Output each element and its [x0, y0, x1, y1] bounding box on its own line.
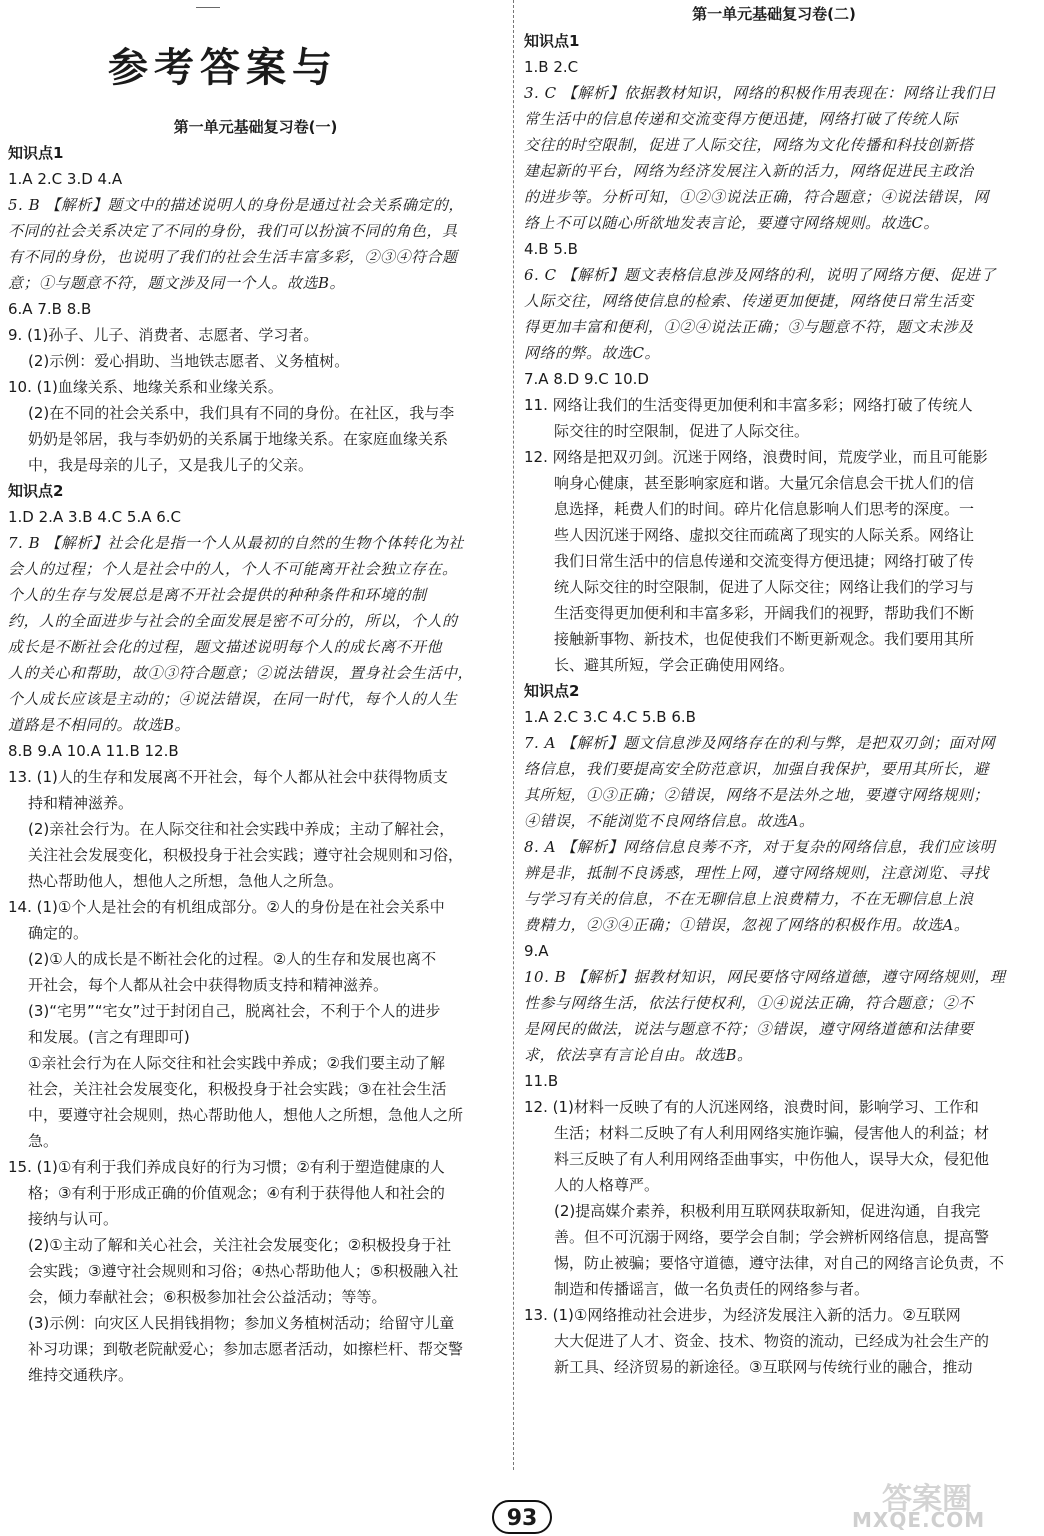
right-answer-line: 7.A 8.D 9.C 10.D: [524, 370, 649, 388]
page-title: 参考答案与: [108, 44, 338, 91]
right-answer-line: 些人因沉迷于网络、虚拟交往而疏离了现实的人际关系。网络让: [554, 526, 975, 544]
right-answer-line: 生活；材料二反映了有人利用网络实施诈骗，侵害他人的利益；材: [554, 1124, 990, 1142]
right-answer-line: 生活变得更加便利和丰富多彩，开阔我们的视野，帮助我们不断: [554, 604, 975, 622]
left-answer-line: (3)示例：向灾区人民捐钱捐物；参加义务植树活动；给留守儿童: [28, 1314, 455, 1332]
right-answer-line: 长、避其所短，学会正确使用网络。: [554, 656, 795, 674]
left-answer-line: 有不同的身份，也说明了我们的社会生活丰富多彩，②③④符合题: [8, 248, 458, 266]
left-answer-line: 开社会，每个人都从社会中获得物质支持和精神滋养。: [28, 976, 389, 994]
right-answer-line: 络信息，我们要提高安全防范意识，加强自我保护，要用其所长，避: [524, 760, 990, 778]
right-answer-line: 新工具、经济贸易的新途径。③互联网与传统行业的融合，推动: [554, 1358, 973, 1376]
watermark: [852, 1474, 1040, 1532]
right-answer-line: 料三反映了有人利用网络歪曲事实，中伤他人，误导大众，侵犯他: [554, 1150, 990, 1168]
right-answer-line: 12. 网络是把双刃剑。沉迷于网络，浪费时间，荒废学业，而且可能影: [524, 448, 988, 466]
left-answer-line: 人的关心和帮助，故①③符合题意；②说法错误，置身社会生活中，: [8, 664, 474, 682]
left-answer-line: (2)示例：爱心捐助、当地铁志愿者、义务植树。: [28, 352, 350, 370]
right-answer-line: 的进步等。分析可知，①②③说法正确，符合题意；④说法错误，网: [524, 188, 990, 206]
right-answer-line: 12. (1)材料一反映了有的人沉迷网络，浪费时间，影响学习、工作和: [524, 1098, 979, 1116]
left-section-title: 第一单元基础复习卷(一): [173, 118, 338, 136]
left-answer-lines: [8, 140, 503, 1388]
left-answer-line: 个人成长应该是主动的；④说法错误，在同一时代，每个人的人生: [8, 690, 458, 708]
left-answer-line: 急。: [28, 1132, 59, 1150]
left-answer-line: 中，我是母亲的儿子，又是我儿子的父亲。: [28, 456, 314, 474]
right-answer-line: 交往的时空限制，促进了人际交往，网络为文化传播和科技创新搭: [524, 136, 974, 154]
right-answer-line: 善。但不可沉溺于网络，要学会自制；学会辨析网络信息，提高警: [554, 1228, 990, 1246]
right-answer-line: 7. A 【解析】题文信息涉及网络存在的利与弊，是把双刃剑；面对网: [524, 734, 996, 752]
left-answer-line: 10. (1)血缘关系、地缘关系和业缘关系。: [8, 378, 283, 396]
right-answer-line: 统人际交往的时空限制，促进了人际交往；网络让我们的学习与: [554, 578, 975, 596]
right-answer-line: (2)提高媒介素养，积极利用互联网获取新知，促进沟通，自我完: [554, 1202, 981, 1220]
right-answer-line: 4.B 5.B: [524, 240, 578, 258]
right-answer-line: 响身心健康，甚至影响家庭和谐。大量冗余信息会干扰人们的信: [554, 474, 975, 492]
right-answer-line: 大大促进了人才、资金、技术、物资的流动，已经成为社会生产的: [554, 1332, 990, 1350]
left-answer-line: 个人的生存与发展总是离不开社会提供的种种条件和环境的制: [8, 586, 427, 604]
right-answer-line: 人的人格尊严。: [554, 1176, 660, 1194]
left-answer-line: 14. (1)①个人是社会的有机组成部分。②人的身份是在社会关系中: [8, 898, 445, 916]
left-answer-line: 道路是不相同的。故选B。: [8, 716, 191, 734]
left-answer-line: 热心帮助他人，想他人之所想，急他人之所急。: [28, 872, 344, 890]
right-answer-line: 求，依法享有言论自由。故选B。: [524, 1046, 753, 1064]
left-answer-line: (2)亲社会行为。在人际交往和社会实践中养成；主动了解社会，: [28, 820, 455, 838]
left-answer-line: ①亲社会行为在人际交往和社会实践中养成；②我们要主动了解: [28, 1054, 445, 1072]
left-answer-line: 8.B 9.A 10.A 11.B 12.B: [8, 742, 179, 760]
left-answer-line: 15. (1)①有利于我们养成良好的行为习惯；②有利于塑造健康的人: [8, 1158, 445, 1176]
right-answer-line: 其所短，①③正确；②错误，网络不是法外之地，要遵守网络规则；: [524, 786, 990, 804]
right-answer-line: 11. 网络让我们的生活变得更加便利和丰富多彩；网络打破了传统人: [524, 396, 973, 414]
right-answer-line: 10. B 【解析】据教材知识，网民要恪守网络道德，遵守网络规则，理: [524, 968, 1006, 986]
left-answer-line: 不同的社会关系决定了不同的身份，我们可以扮演不同的角色，具: [8, 222, 458, 240]
left-answer-line: 6.A 7.B 8.B: [8, 300, 92, 318]
left-answer-line: 5. B 【解析】题文中的描述说明人的身份是通过社会关系确定的，: [8, 196, 464, 214]
left-answer-line: 持和精神滋养。: [28, 794, 134, 812]
right-answer-line: 建起新的平台，网络为经济发展注入新的活力，网络促进民主政治: [524, 162, 974, 180]
right-column: [524, 0, 1024, 1500]
left-answer-line: 确定的。: [28, 924, 89, 942]
right-answer-line: 1.A 2.C 3.C 4.C 5.B 6.B: [524, 708, 696, 726]
left-answer-line: 社会，关注社会发展变化，积极投身于社会实践；③在社会生活: [28, 1080, 447, 1098]
left-answer-line: 会，倾力奉献社会；⑥积极参加社会公益活动；等等。: [28, 1288, 387, 1306]
watermark-text: MXQE.COM: [852, 1508, 986, 1532]
right-answer-line: 8. A 【解析】网络信息良莠不齐，对于复杂的网络信息，我们应该明: [524, 838, 996, 856]
right-answer-line: 惕，防止被骗；要恪守道德，遵守法律，对自己的网络言论负责，不: [554, 1254, 1005, 1272]
left-answer-line: (2)在不同的社会关系中，我们具有不同的身份。在社区，我与李: [28, 404, 455, 422]
left-answer-line: 格；③有利于形成正确的价值观念；④有利于获得他人和社会的: [28, 1184, 445, 1202]
left-column: [8, 0, 503, 1500]
right-answer-line: 辨是非，抵制不良诱惑，理性上网，遵守网络规则，注意浏览、寻找: [524, 864, 990, 882]
left-answer-line: 成长是不断社会化的过程，题文描述说明每个人的成长离不开他: [8, 638, 443, 656]
left-answer-line: 接纳与认可。: [28, 1210, 119, 1228]
right-answer-line: ④错误，不能浏览不良网络信息。故选A。: [524, 812, 815, 830]
top-edge-fragment: ――: [196, 0, 220, 14]
column-divider: [513, 0, 514, 1470]
left-answer-line: (2)①主动了解和关心社会，关注社会发展变化；②积极投身于社: [28, 1236, 452, 1254]
left-answer-line: 约，人的全面进步与社会的全面发展是密不可分的，所以，个人的: [8, 612, 458, 630]
right-answer-lines: [524, 28, 1024, 1380]
left-answer-line: 会实践；③遵守社会规则和习俗；④热心帮助他人；⑤积极融入社: [28, 1262, 459, 1280]
left-answer-line: 补习功课；到敬老院献爱心；参加志愿者活动，如擦栏杆、帮交警: [28, 1340, 464, 1358]
right-answer-line: 是网民的做法，说法与题意不符；③错误，遵守网络道德和法律要: [524, 1020, 974, 1038]
left-answer-line: (2)①人的成长是不断社会化的过程。②人的生存和发展也离不: [28, 950, 437, 968]
left-answer-line: 1.D 2.A 3.B 4.C 5.A 6.C: [8, 508, 182, 526]
right-answer-line: 9.A: [524, 942, 549, 960]
left-answer-line: 9. (1)孙子、儿子、消费者、志愿者、学习者。: [8, 326, 319, 344]
watermark-logo-icon: 答案圈: [882, 1482, 972, 1517]
left-answer-line: 奶奶是邻居，我与李奶奶的关系属于地缘关系。在家庭血缘关系: [28, 430, 449, 448]
right-answer-line: 网络的弊。故选C。: [524, 344, 660, 362]
left-answer-line: 中，要遵守社会规则，热心帮助他人，想他人之所想，急他人之所: [28, 1106, 464, 1124]
right-answer-line: 息选择，耗费人们的时间。碎片化信息影响人们思考的深度。一: [554, 500, 975, 518]
left-answer-line: 会人的过程；个人是社会中的人，个人不可能离开社会独立存在。: [8, 560, 458, 578]
left-knowledge-point-heading: 知识点1: [8, 144, 64, 162]
right-answer-line: 3. C 【解析】依据教材知识，网络的积极作用表现在：网络让我们日: [524, 84, 996, 102]
right-knowledge-point-heading: 知识点2: [524, 682, 580, 700]
left-answer-line: 7. B 【解析】社会化是指一个人从最初的自然的生物个体转化为社: [8, 534, 464, 552]
right-answer-line: 接触新事物、新技术，也促使我们不断更新观念。我们要用其所: [554, 630, 975, 648]
right-answer-line: 我们日常生活中的信息传递和交流变得方便迅捷；网络打破了传: [554, 552, 975, 570]
right-answer-line: 与学习有关的信息，不在无聊信息上浪费精力，不在无聊信息上浪: [524, 890, 974, 908]
right-answer-line: 1.B 2.C: [524, 58, 579, 76]
page-number: 93: [492, 1500, 552, 1534]
left-knowledge-point-heading: 知识点2: [8, 482, 64, 500]
left-answer-line: 13. (1)人的生存和发展离不开社会，每个人都从社会中获得物质支: [8, 768, 448, 786]
left-answer-line: 意；①与题意不符，题文涉及同一个人。故选B。: [8, 274, 346, 292]
right-section-title: 第一单元基础复习卷(二): [692, 5, 856, 23]
right-answer-line: 络上不可以随心所欲地发表言论，要遵守网络规则。故选C。: [524, 214, 939, 232]
right-answer-line: 常生活中的信息传递和交流变得方便迅捷，网络打破了传统人际: [524, 110, 959, 128]
right-answer-line: 性参与网络生活，依法行使权利，①④说法正确，符合题意；②不: [524, 994, 974, 1012]
right-answer-line: 得更加丰富和便利，①②④说法正确；③与题意不符，题文未涉及: [524, 318, 974, 336]
right-answer-line: 6. C 【解析】题文表格信息涉及网络的利，说明了网络方便、促进了: [524, 266, 996, 284]
right-knowledge-point-heading: 知识点1: [524, 32, 580, 50]
left-answer-line: (3)“宅男”“宅女”过于封闭自己，脱离社会，不利于个人的进步: [28, 1002, 441, 1020]
right-answer-line: 费精力，②③④正确；①错误，忽视了网络的积极作用。故选A。: [524, 916, 970, 934]
right-answer-line: 13. (1)①网络推动社会进步，为经济发展注入新的活力。②互联网: [524, 1306, 961, 1324]
right-answer-line: 制造和传播谣言，做一名负责任的网络参与者。: [554, 1280, 870, 1298]
left-answer-line: 维持交通秩序。: [28, 1366, 134, 1384]
right-answer-line: 人际交往，网络使信息的检索、传递更加便捷，网络使日常生活变: [524, 292, 974, 310]
right-answer-line: 11.B: [524, 1072, 559, 1090]
left-answer-line: 1.A 2.C 3.D 4.A: [8, 170, 123, 188]
right-answer-line: 际交往的时空限制，促进了人际交往。: [554, 422, 810, 440]
left-answer-line: 关注社会发展变化，积极投身于社会实践；遵守社会规则和习俗，: [28, 846, 464, 864]
left-answer-line: 和发展。(言之有理即可): [28, 1028, 190, 1046]
